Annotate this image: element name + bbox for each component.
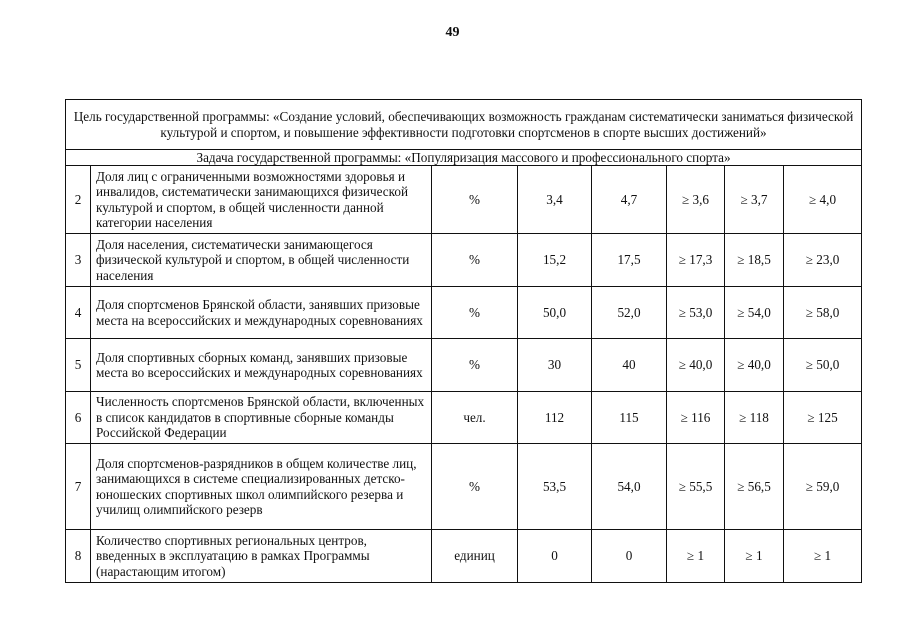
value-cell: ≥ 1 <box>784 530 862 583</box>
value-cell: ≥ 118 <box>725 392 784 444</box>
indicator-name: Доля спортивных сборных команд, занявших призовые места во всероссийских и международных соревнованиях <box>91 339 432 392</box>
value-cell: 30 <box>518 339 592 392</box>
value-cell: 50,0 <box>518 287 592 339</box>
table-row <box>66 287 862 339</box>
unit-cell: % <box>432 234 518 287</box>
unit-cell: % <box>432 166 518 234</box>
program-task: Задача государственной программы: «Популяризация массового и профессионального спорта» <box>66 150 862 166</box>
indicator-name: Доля спортсменов-разрядников в общем количестве лиц, занимающихся в системе специализированных детско-юношеских спортивных школ олимпийского резерва и училищ олимпийского резерв <box>91 444 432 530</box>
value-cell: 0 <box>592 530 667 583</box>
value-cell: ≥ 40,0 <box>667 339 725 392</box>
value-cell: 15,2 <box>518 234 592 287</box>
table-row <box>66 444 862 530</box>
value-cell: ≥ 23,0 <box>784 234 862 287</box>
value-cell: ≥ 4,0 <box>784 166 862 234</box>
value-cell: ≥ 40,0 <box>725 339 784 392</box>
value-cell: ≥ 3,6 <box>667 166 725 234</box>
row-number: 8 <box>66 530 91 583</box>
value-cell: 115 <box>592 392 667 444</box>
table-row <box>66 530 862 583</box>
indicators-table <box>65 99 862 583</box>
table-row <box>66 339 862 392</box>
value-cell: 52,0 <box>592 287 667 339</box>
value-cell: ≥ 54,0 <box>725 287 784 339</box>
table-row <box>66 392 862 444</box>
row-number: 5 <box>66 339 91 392</box>
value-cell: 4,7 <box>592 166 667 234</box>
table-row <box>66 234 862 287</box>
value-cell: ≥ 1 <box>725 530 784 583</box>
value-cell: ≥ 116 <box>667 392 725 444</box>
value-cell: ≥ 53,0 <box>667 287 725 339</box>
value-cell: 40 <box>592 339 667 392</box>
indicator-name: Доля населения, систематически занимающегося физической культурой и спортом, в общей численности населения <box>91 234 432 287</box>
indicator-name: Доля спортсменов Брянской области, занявших призовые места на всероссийских и международных соревнованиях <box>91 287 432 339</box>
value-cell: 53,5 <box>518 444 592 530</box>
program-goal: Цель государственной программы: «Создание условий, обеспечивающих возможность гражданам систематически заниматься физической культурой и спортом, и повышение эффективности подготовки спортсменов в спорте высших достижений» <box>66 100 862 150</box>
value-cell: 0 <box>518 530 592 583</box>
indicator-name: Численность спортсменов Брянской области, включенных в список кандидатов в спортивные сборные команды Российской Федерации <box>91 392 432 444</box>
value-cell: 54,0 <box>592 444 667 530</box>
value-cell: ≥ 17,3 <box>667 234 725 287</box>
unit-cell: % <box>432 287 518 339</box>
value-cell: ≥ 18,5 <box>725 234 784 287</box>
row-number: 6 <box>66 392 91 444</box>
task-row <box>66 150 862 166</box>
value-cell: ≥ 56,5 <box>725 444 784 530</box>
row-number: 2 <box>66 166 91 234</box>
row-number: 3 <box>66 234 91 287</box>
row-number: 4 <box>66 287 91 339</box>
unit-cell: % <box>432 339 518 392</box>
unit-cell: чел. <box>432 392 518 444</box>
value-cell: ≥ 1 <box>667 530 725 583</box>
value-cell: 112 <box>518 392 592 444</box>
goal-row <box>66 100 862 150</box>
value-cell: ≥ 50,0 <box>784 339 862 392</box>
value-cell: ≥ 3,7 <box>725 166 784 234</box>
row-number: 7 <box>66 444 91 530</box>
unit-cell: % <box>432 444 518 530</box>
value-cell: 17,5 <box>592 234 667 287</box>
value-cell: ≥ 58,0 <box>784 287 862 339</box>
indicator-name: Количество спортивных региональных центров, введенных в эксплуатацию в рамках Программы (нарастающим итогом) <box>91 530 432 583</box>
value-cell: ≥ 55,5 <box>667 444 725 530</box>
value-cell: ≥ 125 <box>784 392 862 444</box>
unit-cell: единиц <box>432 530 518 583</box>
indicator-name: Доля лиц с ограниченными возможностями здоровья и инвалидов, систематически занимающихся физической культурой и спортом, в общей численности данной категории населения <box>91 166 432 234</box>
value-cell: 3,4 <box>518 166 592 234</box>
table-row <box>66 166 862 234</box>
value-cell: ≥ 59,0 <box>784 444 862 530</box>
page-number: 49 <box>445 25 460 40</box>
